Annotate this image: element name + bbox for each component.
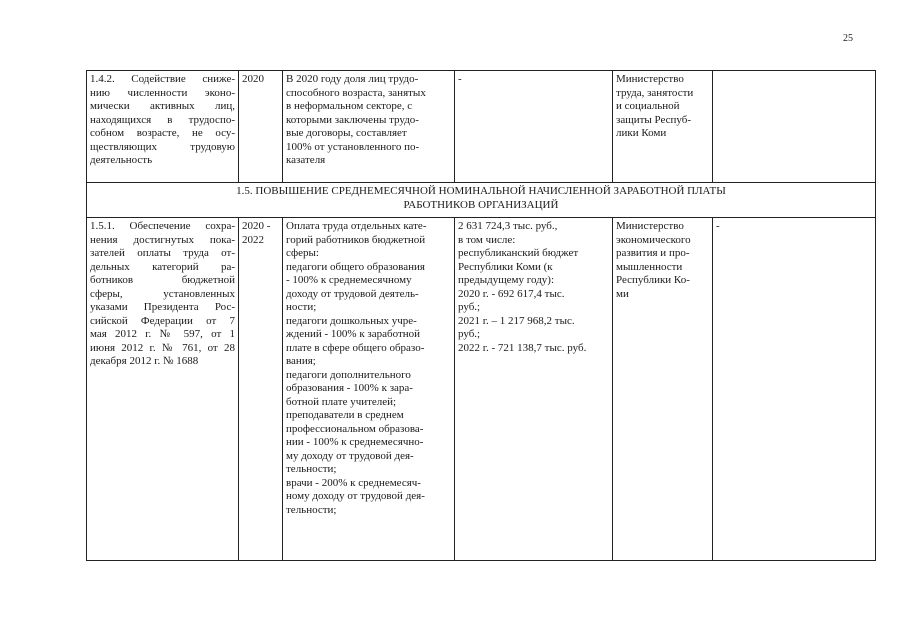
cell-text-line: ществляющих трудовую xyxy=(90,140,235,153)
responsible-cell xyxy=(613,218,713,561)
indicator-cell xyxy=(283,71,455,183)
cell-text-line: ми xyxy=(616,287,629,300)
cell-text-line: деятельность xyxy=(90,154,153,166)
cell-text-line: сийской Федерации от 7 xyxy=(90,314,235,327)
cell-text-line: ботников бюджетной xyxy=(90,274,235,286)
cell-text-line: преподаватели в среднем xyxy=(286,409,404,421)
cell-text-line: находящихся в трудоспо- xyxy=(90,113,235,126)
cell-text-line: и социальной xyxy=(616,100,680,112)
cell-text-line: врачи - 200% к среднемесяч- xyxy=(286,476,421,489)
cell-text-line: В 2020 году доля лиц трудо- xyxy=(286,73,419,85)
indicator-cell xyxy=(283,218,455,561)
period-cell xyxy=(239,218,283,561)
cell-text-line: профессиональном образова- xyxy=(286,422,424,435)
cell-text-line: - xyxy=(458,73,462,85)
cell-text-line: труда, занятости xyxy=(616,86,694,99)
funding-cell xyxy=(455,71,613,183)
cell-text-line: вые договоры, составляет xyxy=(286,127,407,139)
cell-text-line: мая 2012 г. № 597, от 1 xyxy=(90,328,235,340)
cell-text-line: защиты Респуб- xyxy=(616,113,692,126)
cell-text-line: образования - 100% к зара- xyxy=(286,382,413,394)
cell-text-line: 1.5.1. Обеспечение сохра- xyxy=(90,220,235,232)
cell-text-line: Министерство xyxy=(616,73,684,85)
cell-text-line: республиканский бюджет xyxy=(458,247,579,259)
period-cell xyxy=(239,71,283,183)
measure-cell xyxy=(87,71,239,183)
cell-text-line: педагоги общего образования xyxy=(286,260,425,273)
cell-text-line: 2021 г. – 1 217 968,2 тыс. xyxy=(458,314,575,327)
cell-text-line: тельности; xyxy=(286,463,337,475)
cell-text-line: зателей оплаты труда от- xyxy=(90,247,235,259)
cell-text-line: - 100% к среднемесячному xyxy=(286,274,412,286)
cell-text-line: руб.; xyxy=(458,328,481,340)
cell-text-line: педагоги дополнительного xyxy=(286,368,411,381)
cell-text-line: мически активных лиц, xyxy=(90,100,235,112)
cell-text-line: нии - 100% к среднемесячно- xyxy=(286,436,424,448)
cell-text-line: предыдущему году): xyxy=(458,274,555,286)
page-number: 25 xyxy=(843,33,853,44)
cell-text-line: собном возрасте, не осу- xyxy=(90,127,235,139)
cell-text-line: плате в сфере общего образо- xyxy=(286,341,425,354)
measures-table xyxy=(86,70,876,561)
cell-text-line: 2020 - xyxy=(242,220,271,232)
section-title-line: РАБОТНИКОВ ОРГАНИЗАЦИЙ xyxy=(403,198,559,211)
cell-text-line: доходу от трудовой деятель- xyxy=(286,287,419,300)
cell-text-line: 2020 г. - 692 617,4 тыс. xyxy=(458,287,565,300)
cell-text-line: способного возраста, занятых xyxy=(286,86,426,99)
cell-text-line: 2022 г. - 721 138,7 тыс. руб. xyxy=(458,341,587,354)
cell-text-line: сферы, установленных xyxy=(90,287,235,300)
responsible-cell xyxy=(613,71,713,183)
table-row xyxy=(87,218,876,561)
cell-text-line: 100% от установленного по- xyxy=(286,140,420,153)
extra-cell xyxy=(713,218,876,561)
cell-text-line: ному доходу от трудовой дея- xyxy=(286,490,425,502)
cell-text-line: Оплата труда отдельных кате- xyxy=(286,220,427,232)
cell-text-line: экономического xyxy=(616,233,691,246)
cell-text-line: июня 2012 г. № 761, от 28 xyxy=(90,341,235,354)
cell-text-line: развития и про- xyxy=(616,247,690,259)
cell-text-line: нию численности эконо- xyxy=(90,86,235,99)
cell-text-line: педагоги дошкольных учре- xyxy=(286,314,417,327)
funding-cell xyxy=(455,218,613,561)
measure-cell xyxy=(87,218,239,561)
cell-text-line: 2020 xyxy=(242,73,264,85)
cell-text-line: декабря 2012 г. № 1688 xyxy=(90,355,199,367)
cell-text-line: Республики Коми (к xyxy=(458,260,553,273)
cell-text-line: мышленности xyxy=(616,260,683,273)
cell-text-line: вания; xyxy=(286,355,316,367)
section-header-row xyxy=(87,183,876,218)
cell-text-line: лики Коми xyxy=(616,127,667,139)
cell-text-line: ждений - 100% к заработной xyxy=(286,328,421,340)
cell-text-line: 2 631 724,3 тыс. руб., xyxy=(458,220,558,232)
cell-text-line: му доходу от трудовой дея- xyxy=(286,449,414,462)
cell-text-line: ности; xyxy=(286,301,317,313)
cell-text-line: ботной плате учителей; xyxy=(286,395,397,408)
cell-text-line: руб.; xyxy=(458,301,481,313)
cell-text-line: 2022 xyxy=(242,233,264,246)
cell-text-line: указами Президента Рос- xyxy=(90,301,235,313)
cell-text-line: казателя xyxy=(286,154,326,166)
cell-text-line: сферы: xyxy=(286,247,319,259)
cell-text-line: 1.4.2. Содействие сниже- xyxy=(90,73,235,85)
table-row xyxy=(87,71,876,183)
cell-text-line: дельных категорий ра- xyxy=(90,260,235,273)
cell-text-line: в том числе: xyxy=(458,233,516,246)
cell-text-line: Министерство xyxy=(616,220,684,232)
cell-text-line: в неформальном секторе, с xyxy=(286,100,413,112)
section-title xyxy=(87,183,876,218)
cell-text-line: нения достигнутых пока- xyxy=(90,233,235,246)
cell-text-line: горий работников бюджетной xyxy=(286,233,426,246)
extra-cell xyxy=(713,71,876,183)
section-title-line: 1.5. ПОВЫШЕНИЕ СРЕДНЕМЕСЯЧНОЙ НОМИНАЛЬНОЙ НАЧИСЛЕННОЙ ЗАРАБОТНОЙ ПЛАТЫ xyxy=(236,185,726,197)
cell-text-line: тельности; xyxy=(286,503,337,516)
cell-text-line: - xyxy=(716,220,720,232)
cell-text-line: которыми заключены трудо- xyxy=(286,113,419,126)
cell-text-line: Республики Ко- xyxy=(616,274,690,286)
